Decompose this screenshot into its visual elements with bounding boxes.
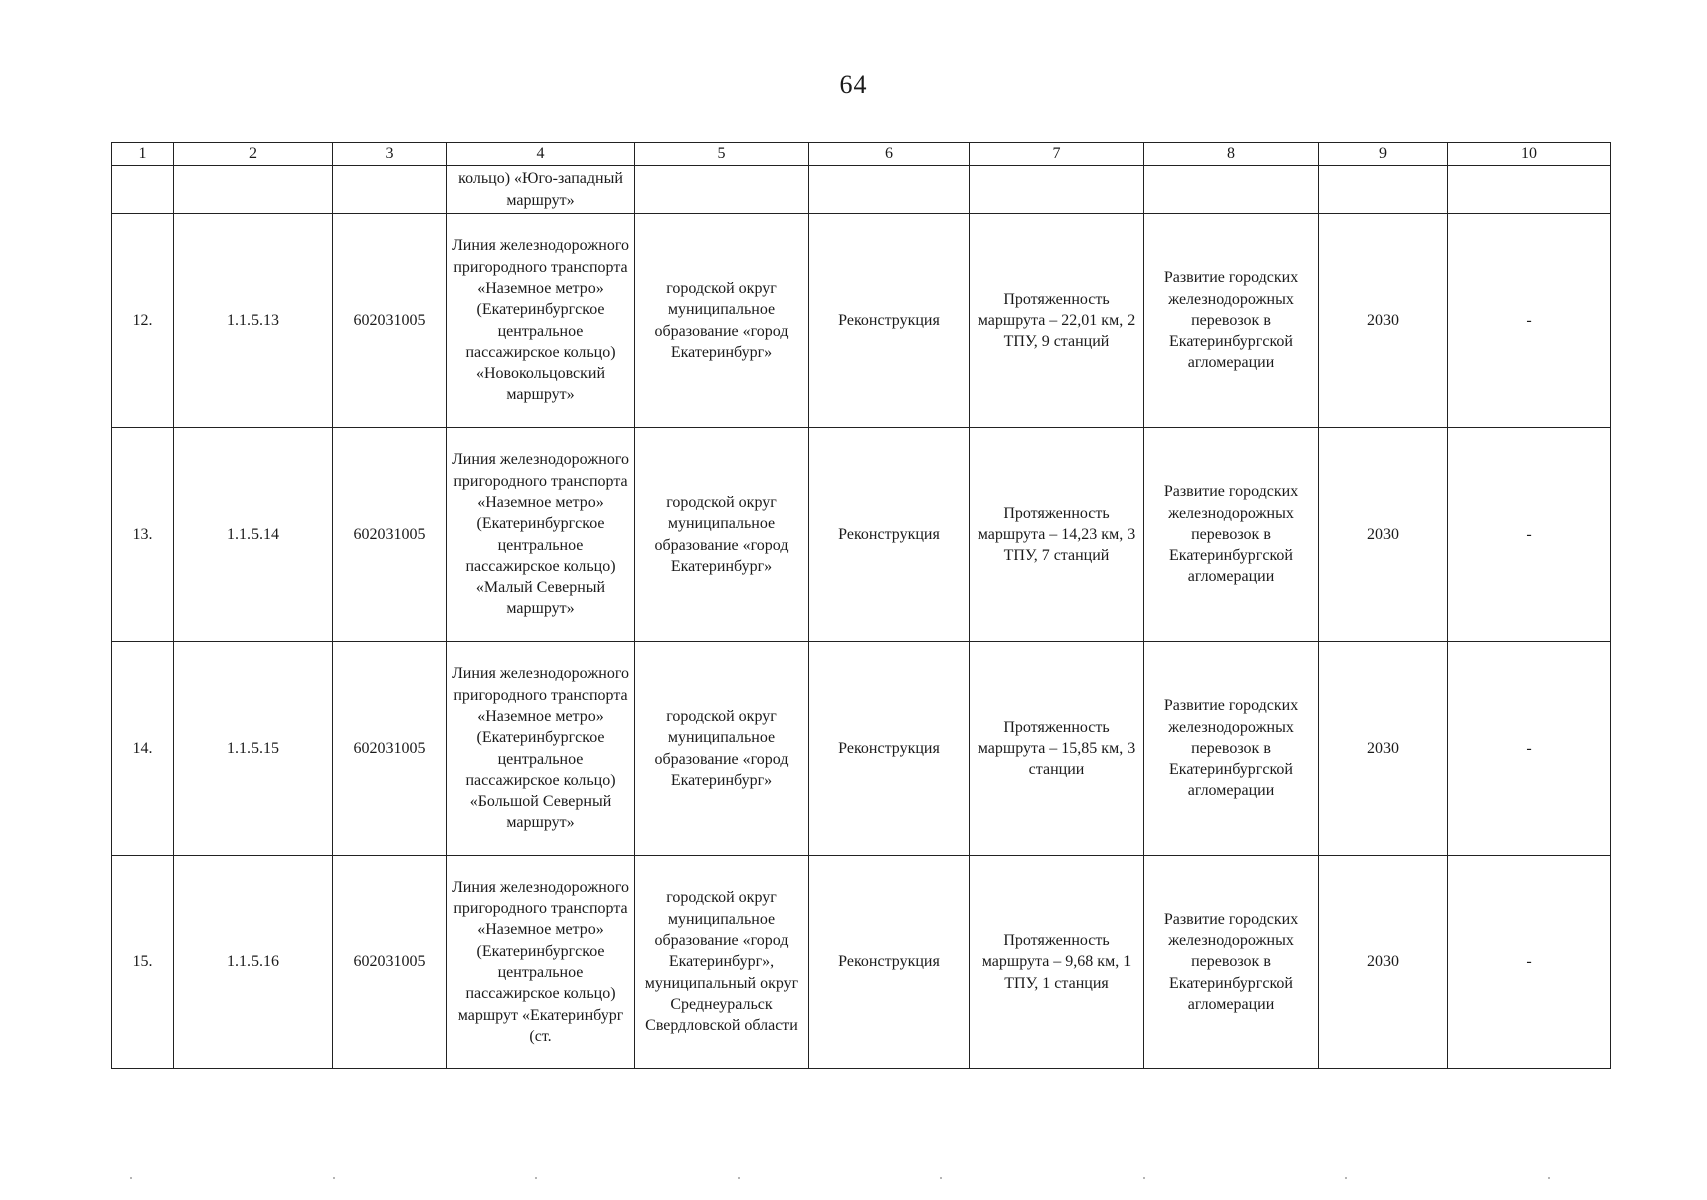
empty-cell bbox=[809, 166, 970, 214]
column-header: 2 bbox=[174, 143, 333, 166]
column-number-row bbox=[112, 143, 1611, 166]
work-type-cell: Реконструкция bbox=[809, 428, 970, 642]
object-code-cell: 1.1.5.13 bbox=[174, 214, 333, 428]
object-id-cell: 602031005 bbox=[333, 856, 447, 1069]
work-type-cell: Реконструкция bbox=[809, 642, 970, 856]
work-type-cell: Реконструкция bbox=[809, 214, 970, 428]
object-name-cell: Линия железнодорожного пригородного транспорта «Наземное метро» (Екатеринбургское центральное пассажирское кольцо) «Малый Северный маршрут» bbox=[447, 428, 635, 642]
scan-dot bbox=[1548, 1177, 1550, 1179]
table-row bbox=[112, 214, 1611, 428]
municipality-cell: городской округ муниципальное образование «город Екатеринбург» bbox=[635, 642, 809, 856]
note-cell: - bbox=[1448, 428, 1611, 642]
object-name-cell: Линия железнодорожного пригородного транспорта «Наземное метро» (Екатеринбургское центральное пассажирское кольцо) «Большой Северный маршрут» bbox=[447, 642, 635, 856]
row-number-cell: 15. bbox=[112, 856, 174, 1069]
scan-dot bbox=[940, 1177, 942, 1179]
scan-dot bbox=[738, 1177, 740, 1179]
note-cell: - bbox=[1448, 856, 1611, 1069]
continuation-row bbox=[112, 166, 1611, 214]
note-cell: - bbox=[1448, 642, 1611, 856]
object-name-cell: Линия железнодорожного пригородного транспорта «Наземное метро» (Екатеринбургское центральное пассажирское кольцо) «Новокольцовский маршрут» bbox=[447, 214, 635, 428]
object-id-cell: 602031005 bbox=[333, 428, 447, 642]
object-code-cell: 1.1.5.14 bbox=[174, 428, 333, 642]
column-header: 10 bbox=[1448, 143, 1611, 166]
empty-cell bbox=[1144, 166, 1319, 214]
row-number-cell: 13. bbox=[112, 428, 174, 642]
column-header: 1 bbox=[112, 143, 174, 166]
table-row bbox=[112, 428, 1611, 642]
purpose-cell: Развитие городских железнодорожных перевозок в Екатеринбургской агломерации bbox=[1144, 214, 1319, 428]
scan-artifact-dots bbox=[130, 1177, 1550, 1181]
note-cell: - bbox=[1448, 214, 1611, 428]
column-header: 6 bbox=[809, 143, 970, 166]
object-code-cell: 1.1.5.15 bbox=[174, 642, 333, 856]
parameters-cell: Протяженность маршрута – 9,68 км, 1 ТПУ, 1 станция bbox=[970, 856, 1144, 1069]
scan-dot bbox=[130, 1177, 132, 1179]
column-header: 9 bbox=[1319, 143, 1448, 166]
scan-dot bbox=[535, 1177, 537, 1179]
object-id-cell: 602031005 bbox=[333, 214, 447, 428]
row-number-cell: 12. bbox=[112, 214, 174, 428]
empty-cell bbox=[333, 166, 447, 214]
table-row bbox=[112, 642, 1611, 856]
column-header: 4 bbox=[447, 143, 635, 166]
parameters-cell: Протяженность маршрута – 22,01 км, 2 ТПУ, 9 станций bbox=[970, 214, 1144, 428]
scan-dot bbox=[333, 1177, 335, 1179]
year-cell: 2030 bbox=[1319, 856, 1448, 1069]
municipality-cell: городской округ муниципальное образование «город Екатеринбург», муниципальный округ Среднеуральск Свердловской области bbox=[635, 856, 809, 1069]
empty-cell bbox=[174, 166, 333, 214]
column-header: 8 bbox=[1144, 143, 1319, 166]
scan-dot bbox=[1345, 1177, 1347, 1179]
column-header: 3 bbox=[333, 143, 447, 166]
purpose-cell: Развитие городских железнодорожных перевозок в Екатеринбургской агломерации bbox=[1144, 856, 1319, 1069]
year-cell: 2030 bbox=[1319, 428, 1448, 642]
year-cell: 2030 bbox=[1319, 642, 1448, 856]
object-name-cell: кольцо) «Юго-западный маршрут» bbox=[447, 166, 635, 214]
column-header: 7 bbox=[970, 143, 1144, 166]
column-header: 5 bbox=[635, 143, 809, 166]
year-cell: 2030 bbox=[1319, 214, 1448, 428]
scan-dot bbox=[1143, 1177, 1145, 1179]
object-id-cell: 602031005 bbox=[333, 642, 447, 856]
empty-cell bbox=[1448, 166, 1611, 214]
object-code-cell: 1.1.5.16 bbox=[174, 856, 333, 1069]
municipality-cell: городской округ муниципальное образование «город Екатеринбург» bbox=[635, 428, 809, 642]
parameters-cell: Протяженность маршрута – 15,85 км, 3 станции bbox=[970, 642, 1144, 856]
empty-cell bbox=[112, 166, 174, 214]
row-number-cell: 14. bbox=[112, 642, 174, 856]
table-row bbox=[112, 856, 1611, 1069]
empty-cell bbox=[1319, 166, 1448, 214]
parameters-cell: Протяженность маршрута – 14,23 км, 3 ТПУ, 7 станций bbox=[970, 428, 1144, 642]
work-type-cell: Реконструкция bbox=[809, 856, 970, 1069]
municipality-cell: городской округ муниципальное образование «город Екатеринбург» bbox=[635, 214, 809, 428]
empty-cell bbox=[635, 166, 809, 214]
object-name-cell: Линия железнодорожного пригородного транспорта «Наземное метро» (Екатеринбургское центральное пассажирское кольцо) маршрут «Екатеринбург (ст. bbox=[447, 856, 635, 1069]
page-number: 64 bbox=[839, 70, 868, 99]
registry-table bbox=[111, 142, 1611, 1069]
empty-cell bbox=[970, 166, 1144, 214]
purpose-cell: Развитие городских железнодорожных перевозок в Екатеринбургской агломерации bbox=[1144, 428, 1319, 642]
purpose-cell: Развитие городских железнодорожных перевозок в Екатеринбургской агломерации bbox=[1144, 642, 1319, 856]
